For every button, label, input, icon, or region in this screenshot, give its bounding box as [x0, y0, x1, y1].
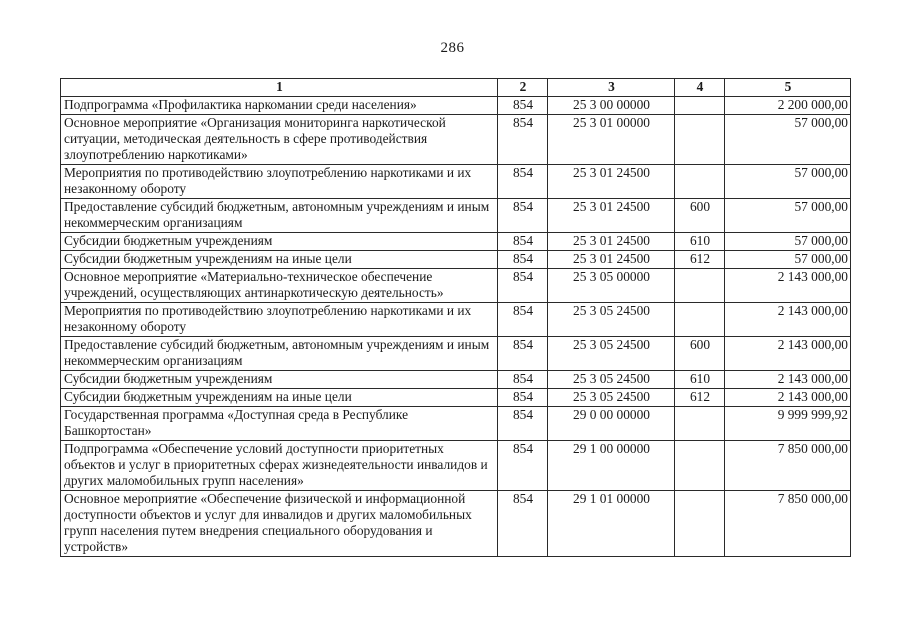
row-name: Субсидии бюджетным учреждениям на иные цели [61, 251, 498, 269]
row-expense-type: 610 [675, 233, 725, 251]
row-expense-type [675, 407, 725, 441]
table-row [61, 115, 851, 165]
budget-table [60, 78, 851, 557]
table-body [61, 97, 851, 557]
row-amount: 57 000,00 [725, 115, 851, 165]
row-target-code: 25 3 05 24500 [548, 371, 675, 389]
table-row [61, 165, 851, 199]
row-expense-type [675, 97, 725, 115]
page-number: 286 [440, 40, 465, 56]
row-amount: 57 000,00 [725, 233, 851, 251]
row-name: Субсидии бюджетным учреждениям [61, 233, 498, 251]
table-row [61, 407, 851, 441]
row-org-code: 854 [498, 371, 548, 389]
row-org-code: 854 [498, 199, 548, 233]
row-expense-type [675, 303, 725, 337]
row-amount: 2 200 000,00 [725, 97, 851, 115]
row-target-code: 25 3 05 24500 [548, 389, 675, 407]
row-org-code: 854 [498, 269, 548, 303]
row-name: Субсидии бюджетным учреждениям на иные цели [61, 389, 498, 407]
table-row [61, 491, 851, 557]
column-header-4: 4 [675, 79, 725, 97]
row-org-code: 854 [498, 441, 548, 491]
row-amount: 2 143 000,00 [725, 269, 851, 303]
row-org-code: 854 [498, 491, 548, 557]
row-target-code: 25 3 01 24500 [548, 165, 675, 199]
row-expense-type [675, 441, 725, 491]
row-target-code: 25 3 01 24500 [548, 199, 675, 233]
row-target-code: 25 3 01 24500 [548, 251, 675, 269]
row-org-code: 854 [498, 337, 548, 371]
row-amount: 9 999 999,92 [725, 407, 851, 441]
row-name: Государственная программа «Доступная среда в Республике Башкортостан» [61, 407, 498, 441]
row-target-code: 29 0 00 00000 [548, 407, 675, 441]
row-expense-type [675, 165, 725, 199]
row-amount: 57 000,00 [725, 165, 851, 199]
row-expense-type: 612 [675, 251, 725, 269]
row-org-code: 854 [498, 407, 548, 441]
row-target-code: 25 3 05 24500 [548, 337, 675, 371]
row-name: Основное мероприятие «Материально-техническое обеспечение учреждений, осуществляющих антинаркотическую деятельность» [61, 269, 498, 303]
column-header-1: 1 [61, 79, 498, 97]
row-expense-type [675, 115, 725, 165]
column-header-2: 2 [498, 79, 548, 97]
row-name: Мероприятия по противодействию злоупотреблению наркотиками и их незаконному обороту [61, 303, 498, 337]
row-org-code: 854 [498, 165, 548, 199]
row-amount: 2 143 000,00 [725, 389, 851, 407]
row-target-code: 25 3 01 24500 [548, 233, 675, 251]
row-expense-type: 600 [675, 199, 725, 233]
row-amount: 7 850 000,00 [725, 441, 851, 491]
row-org-code: 854 [498, 97, 548, 115]
row-target-code: 25 3 01 00000 [548, 115, 675, 165]
column-header-5: 5 [725, 79, 851, 97]
row-org-code: 854 [498, 115, 548, 165]
table-row [61, 389, 851, 407]
row-target-code: 25 3 05 00000 [548, 269, 675, 303]
row-expense-type: 610 [675, 371, 725, 389]
table-row [61, 441, 851, 491]
table-row [61, 97, 851, 115]
row-name: Предоставление субсидий бюджетным, автономным учреждениям и иным некоммерческим организациям [61, 337, 498, 371]
table-row [61, 251, 851, 269]
row-name: Мероприятия по противодействию злоупотреблению наркотиками и их незаконному обороту [61, 165, 498, 199]
row-amount: 57 000,00 [725, 251, 851, 269]
row-amount: 57 000,00 [725, 199, 851, 233]
row-target-code: 25 3 05 24500 [548, 303, 675, 337]
row-name: Подпрограмма «Профилактика наркомании среди населения» [61, 97, 498, 115]
row-expense-type: 600 [675, 337, 725, 371]
row-org-code: 854 [498, 251, 548, 269]
row-amount: 2 143 000,00 [725, 371, 851, 389]
table-row [61, 233, 851, 251]
row-amount: 7 850 000,00 [725, 491, 851, 557]
row-amount: 2 143 000,00 [725, 303, 851, 337]
row-org-code: 854 [498, 389, 548, 407]
row-name: Субсидии бюджетным учреждениям [61, 371, 498, 389]
row-amount: 2 143 000,00 [725, 337, 851, 371]
row-expense-type [675, 269, 725, 303]
row-expense-type: 612 [675, 389, 725, 407]
row-name: Предоставление субсидий бюджетным, автономным учреждениям и иным некоммерческим организациям [61, 199, 498, 233]
table-row [61, 371, 851, 389]
table-row [61, 199, 851, 233]
table-row [61, 337, 851, 371]
row-target-code: 29 1 01 00000 [548, 491, 675, 557]
row-target-code: 25 3 00 00000 [548, 97, 675, 115]
row-name: Основное мероприятие «Организация мониторинга наркотической ситуации, методическая деятельность в сфере противодействия злоупотреблению наркотиками» [61, 115, 498, 165]
row-name: Основное мероприятие «Обеспечение физической и информационной доступности объектов и услуг для инвалидов и других маломобильных групп населения путем внедрения специального оборудования и устройств» [61, 491, 498, 557]
table-row [61, 269, 851, 303]
table-header [61, 79, 851, 97]
row-target-code: 29 1 00 00000 [548, 441, 675, 491]
column-header-3: 3 [548, 79, 675, 97]
table-row [61, 303, 851, 337]
row-org-code: 854 [498, 303, 548, 337]
row-expense-type [675, 491, 725, 557]
row-name: Подпрограмма «Обеспечение условий доступности приоритетных объектов и услуг в приоритетных сферах жизнедеятельности инвалидов и других маломобильных групп населения» [61, 441, 498, 491]
header-row [61, 79, 851, 97]
row-org-code: 854 [498, 233, 548, 251]
